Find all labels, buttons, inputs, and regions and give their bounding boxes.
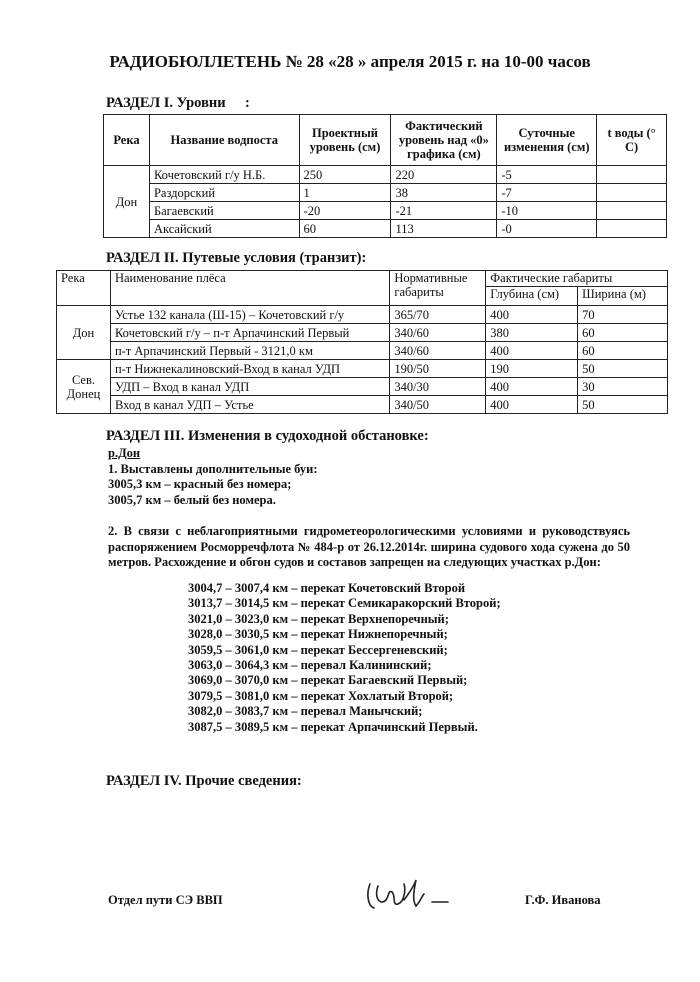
depth-cell: 400 [486,342,578,360]
depth-cell: 400 [486,378,578,396]
restricted-sites-list [188,581,501,735]
section1-title-colon: : [245,95,250,111]
depth-cell: 400 [486,306,578,324]
col-reach: Наименование плёса [110,271,389,306]
route-header-row [57,271,668,287]
item2-text: 2. В связи с неблагоприятными гидрометеорологическими условиями и руководствуясь распоряжением Росморречфлота № 484-р от 26.12.2014г. ширина судового хода сужена до 50 метров. Расхождение и обгон судов и составов запрещен на следующих участках р.Дон: [108,524,630,569]
width-cell: 60 [578,342,668,360]
actual-cell: 38 [391,184,497,202]
list-item: 3087,5 – 3089,5 км – перекат Арпачинский Первый. [188,719,478,734]
col-water-temp: t воды (° C) [597,115,667,166]
project-cell: 60 [299,220,391,238]
table-row [57,324,668,342]
col-river: Река [104,115,150,166]
col-depth: Глубина (см) [486,287,578,306]
list-item: 3079,5 – 3081,0 км – перекат Хохлатый Второй; [188,688,454,703]
depth-cell: 380 [486,324,578,342]
post-cell: Аксайский [149,220,299,238]
change-cell: -0 [497,220,597,238]
bulletin-title: РАДИОБЮЛЛЕТЕНЬ № 28 «28 » апреля 2015 г. на 10-00 часов [109,52,591,71]
temp-cell [597,202,667,220]
width-cell: 50 [578,396,668,414]
table-row [57,378,668,396]
list-item: 3082,0 – 3083,7 км – перевал Манычский; [188,704,423,719]
table-row [57,396,668,414]
section3-title: РАЗДЕЛ III. Изменения в судоходной обстановке: [106,428,429,444]
section2-title: РАЗДЕЛ II. Путевые условия (транзит): [106,250,367,266]
change-cell: -7 [497,184,597,202]
list-item: 3021,0 – 3023,0 км – перекат Верхнепоречный; [188,611,449,626]
norm-cell: 365/70 [390,306,486,324]
reach-cell: Устье 132 канала (Ш-15) – Кочетовский г/у [110,306,389,324]
reach-cell: УДП – Вход в канал УДП [110,378,389,396]
width-cell: 30 [578,378,668,396]
col-actual: Фактические габариты [486,271,668,287]
change-cell: -10 [497,202,597,220]
river-cell: Сев. Донец [57,360,111,414]
norm-cell: 190/50 [390,360,486,378]
post-cell: Багаевский [149,202,299,220]
signer-name: Г.Ф. Иванова [525,893,601,907]
temp-cell [597,166,667,184]
post-cell: Кочетовский г/у Н.Б. [149,166,299,184]
norm-cell: 340/50 [390,396,486,414]
list-item: 3069,0 – 3070,0 км – перекат Багаевский Первый; [188,673,468,688]
width-cell: 50 [578,360,668,378]
depth-cell: 190 [486,360,578,378]
table-row [104,184,667,202]
levels-header-row [104,115,667,166]
buoy-line: 3005,7 км – белый без номера. [108,492,276,507]
reach-cell: Вход в канал УДП – Устье [110,396,389,414]
reach-cell: Кочетовский г/у – п-т Арпачинский Первый [110,324,389,342]
section4-title: РАЗДЕЛ IV. Прочие сведения: [106,773,302,789]
river-cell: Дон [104,166,150,238]
route-table [56,270,668,414]
temp-cell [597,184,667,202]
item1-text: 1. Выставлены дополнительные буи: [108,461,318,476]
table-row [104,166,667,184]
col-width: Ширина (м) [578,287,668,306]
depth-cell: 400 [486,396,578,414]
buoy-line: 3005,3 км – красный без номера; [108,477,292,491]
signature-icon [362,872,462,916]
project-cell: -20 [299,202,391,220]
list-item: 3013,7 – 3014,5 км – перекат Семикаракорский Второй; [188,596,501,611]
col-river: Река [57,271,111,306]
table-row [104,202,667,220]
list-item: 3004,7 – 3007,4 км – перекат Кочетовский Второй [188,581,466,595]
col-actual-level: Фактический уровень над «0» графика (см) [391,115,497,166]
table-row [57,306,668,324]
col-daily-change: Суточные изменения (см) [497,115,597,166]
actual-cell: -21 [391,202,497,220]
section1-title: РАЗДЕЛ I. Уровни [106,95,226,111]
width-cell: 70 [578,306,668,324]
reach-cell: п-т Нижнекалиновский-Вход в канал УДП [110,360,389,378]
col-project-level: Проектный уровень (см) [299,115,391,166]
table-row [57,342,668,360]
table-row [104,220,667,238]
levels-table [103,114,667,238]
norm-cell: 340/60 [390,324,486,342]
table-row [57,360,668,378]
width-cell: 60 [578,324,668,342]
actual-cell: 113 [391,220,497,238]
reach-cell: п-т Арпачинский Первый - 3121,0 км [110,342,389,360]
department-label: Отдел пути СЭ ВВП [108,893,223,907]
project-cell: 1 [299,184,391,202]
river-name: р.Дон [108,446,141,460]
list-item: 3059,5 – 3061,0 км – перекат Бессергеневский; [188,642,448,657]
col-post: Название водпоста [149,115,299,166]
change-cell: -5 [497,166,597,184]
actual-cell: 220 [391,166,497,184]
norm-cell: 340/30 [390,378,486,396]
list-item: 3028,0 – 3030,5 км – перекат Нижнепоречный; [188,627,448,642]
project-cell: 250 [299,166,391,184]
river-cell: Дон [57,306,111,360]
temp-cell [597,220,667,238]
norm-cell: 340/60 [390,342,486,360]
list-item: 3063,0 – 3064,3 км – перевал Калининский; [188,658,432,673]
section3-body [108,446,630,571]
post-cell: Раздорский [149,184,299,202]
col-norm: Нормативные габариты [390,271,486,306]
